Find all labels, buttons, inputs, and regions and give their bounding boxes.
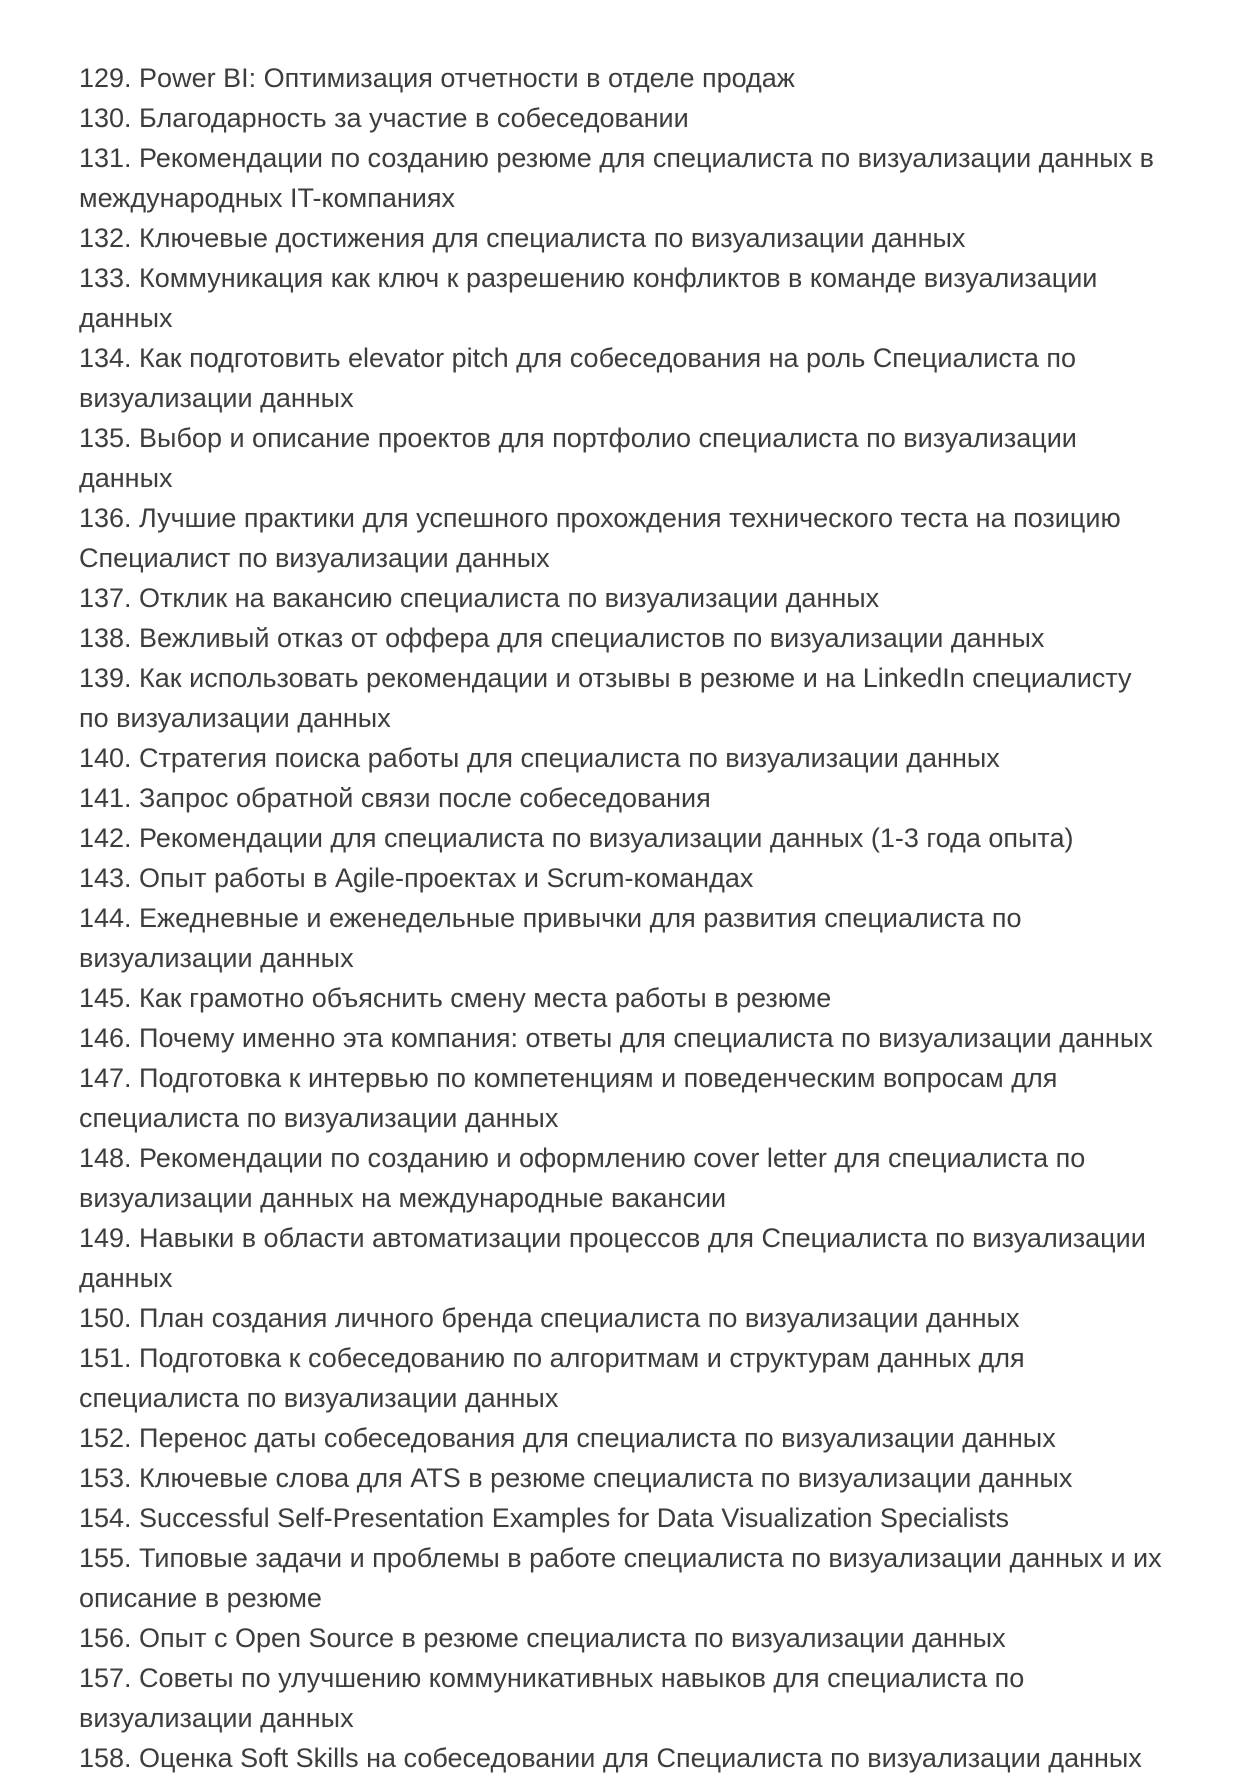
list-item: 157. Советы по улучшению коммуникативных навыков для специалиста по визуализации данных [79, 1663, 1025, 1733]
list-item: 151. Подготовка к собеседованию по алгоритмам и структурам данных для специалиста по визуализации данных [79, 1343, 1025, 1413]
list-item: 133. Коммуникация как ключ к разрешению конфликтов в команде визуализации данных [79, 263, 1098, 333]
list-item: 134. Как подготовить elevator pitch для собеседования на роль Специалиста по визуализации данных [79, 343, 1077, 413]
list-item: 139. Как использовать рекомендации и отзывы в резюме и на LinkedIn специалисту по визуализации данных [79, 663, 1132, 733]
numbered-list [79, 58, 1165, 1778]
list-item: 140. Стратегия поиска работы для специалиста по визуализации данных [79, 743, 1000, 773]
list-item: 135. Выбор и описание проектов для портфолио специалиста по визуализации данных [79, 423, 1077, 493]
list-item: 145. Как грамотно объяснить смену места работы в резюме [79, 983, 832, 1013]
list-item: 130. Благодарность за участие в собеседовании [79, 103, 689, 133]
list-item: 142. Рекомендации для специалиста по визуализации данных (1-3 года опыта) [79, 823, 1074, 853]
list-item: 141. Запрос обратной связи после собеседования [79, 783, 711, 813]
list-item: 143. Опыт работы в Agile-проектах и Scrum-командах [79, 863, 754, 893]
list-item: 131. Рекомендации по созданию резюме для специалиста по визуализации данных в международных IT-компаниях [79, 143, 1155, 213]
list-item: 146. Почему именно эта компания: ответы для специалиста по визуализации данных [79, 1023, 1153, 1053]
list-item: 129. Power BI: Оптимизация отчетности в отделе продаж [79, 63, 795, 93]
list-item: 148. Рекомендации по созданию и оформлению cover letter для специалиста по визуализации данных на международные вакансии [79, 1143, 1086, 1213]
list-item: 150. План создания личного бренда специалиста по визуализации данных [79, 1303, 1020, 1333]
list-item: 155. Типовые задачи и проблемы в работе специалиста по визуализации данных и их описание в резюме [79, 1543, 1162, 1613]
list-item: 149. Навыки в области автоматизации процессов для Специалиста по визуализации данных [79, 1223, 1146, 1293]
list-item: 136. Лучшие практики для успешного прохождения технического теста на позицию Специалист по визуализации данных [79, 503, 1121, 573]
list-item: 137. Отклик на вакансию специалиста по визуализации данных [79, 583, 880, 613]
list-item: 152. Перенос даты собеседования для специалиста по визуализации данных [79, 1423, 1056, 1453]
list-item: 144. Ежедневные и еженедельные привычки для развития специалиста по визуализации данных [79, 903, 1022, 973]
list-item: 158. Оценка Soft Skills на собеседовании для Специалиста по визуализации данных [79, 1743, 1142, 1773]
list-item: 132. Ключевые достижения для специалиста по визуализации данных [79, 223, 966, 253]
list-item: 153. Ключевые слова для ATS в резюме специалиста по визуализации данных [79, 1463, 1073, 1493]
list-item: 154. Successful Self-Presentation Examples for Data Visualization Specialists [79, 1503, 1009, 1533]
list-item: 147. Подготовка к интервью по компетенциям и поведенческим вопросам для специалиста по визуализации данных [79, 1063, 1058, 1133]
list-item: 138. Вежливый отказ от оффера для специалистов по визуализации данных [79, 623, 1045, 653]
list-item: 156. Опыт с Open Source в резюме специалиста по визуализации данных [79, 1623, 1006, 1653]
